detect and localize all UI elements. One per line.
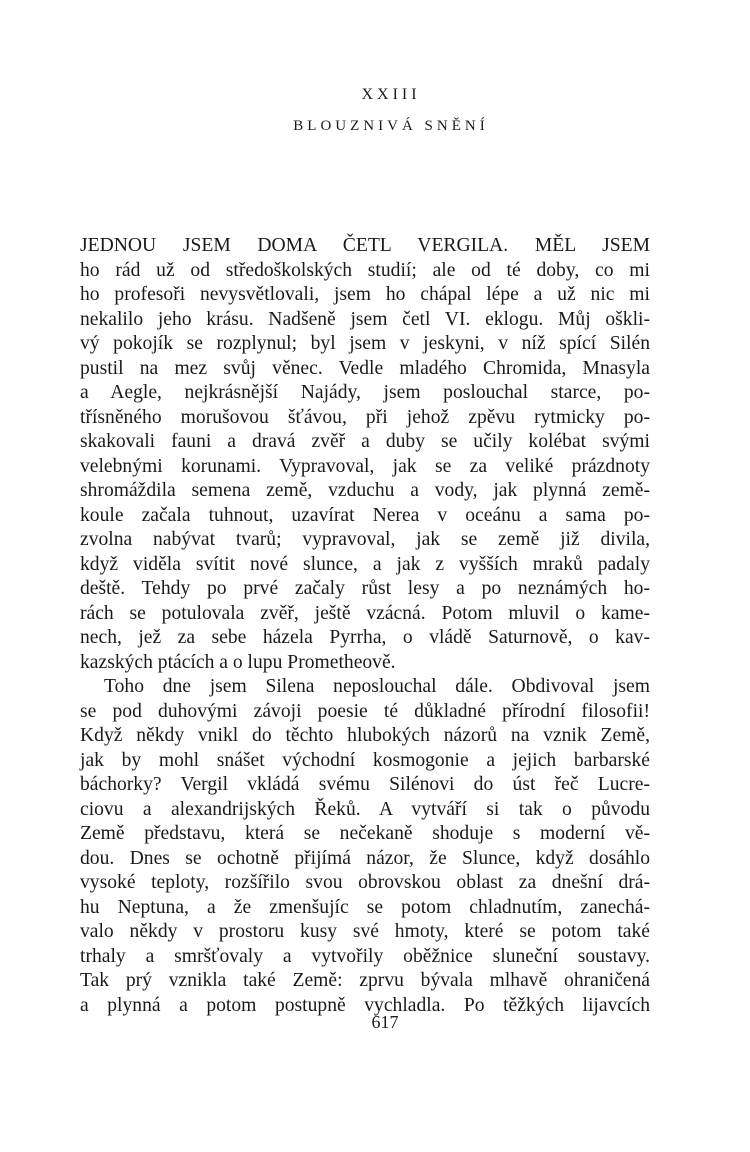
chapter-title: BLOUZNIVÁ SNĚNÍ — [293, 118, 489, 134]
text-line: deště. Tehdy po prvé začaly růst lesy a po neznámých ho- — [80, 578, 650, 599]
chapter-number: XXIII — [361, 86, 421, 103]
text-line: a plynná a potom postupně vychladla. Po těžkých lijavcích — [80, 994, 650, 1016]
text-line: trhaly a smršťovaly a vytvořily oběžnice sluneční soustavy. — [80, 945, 650, 967]
text-line: vý pokojík se rozplynul; byl jsem v jeskyni, v níž spící Silén — [80, 333, 650, 354]
page-number: 617 — [371, 1012, 399, 1032]
text-line: velebnými korunami. Vypravoval, jak se za veliké prázdnoty — [80, 455, 650, 477]
text-line: rách se potulovala zvěř, ještě vzácná. Potom mluvil o kame- — [80, 602, 650, 624]
text-line: skakovali fauni a dravá zvěř a duby se učily kolébat svými — [80, 431, 650, 452]
text-line: vysoké teploty, rozšířilo svou obrovskou oblast za dnešní drá- — [80, 872, 650, 893]
text-line: Když někdy vnikl do těchto hlubokých názorů na vznik Země, — [80, 725, 650, 746]
text-line: hu Neptuna, a že zmenšujíc se potom chladnutím, zanechá- — [80, 896, 650, 918]
text-line: nekalilo jeho krásu. Nadšeně jsem četl VI. eklogu. Můj oškli- — [80, 308, 650, 330]
text-line: nech, jež za sebe házela Pyrrha, o vládě Saturnově, o kav- — [80, 627, 650, 648]
text-line: kazských ptácích a o lupu Prometheově. — [80, 651, 396, 673]
text-line: báchorky? Vergil vkládá svému Silénovi do úst řeč Lucre- — [80, 774, 650, 795]
text-line: zvolna nabývat tvarů; vypravoval, jak se země již divila, — [80, 529, 650, 550]
text-line: pustil na mez svůj věnec. Vedle mladého Chromida, Mnasyla — [80, 357, 650, 379]
text-line: ho rád už od středoškolských studií; ale od té doby, co mi — [80, 259, 650, 281]
text-line: třísněného morušovou šťávou, při jehož zpěvu rytmicky po- — [80, 406, 650, 428]
text-line: Země představu, která se nečekaně shoduje s moderní vě- — [80, 823, 650, 844]
text-line: ho profesoři nevysvětlovali, jsem ho chápal lépe a už nic mi — [80, 284, 650, 305]
text-line: dou. Dnes se ochotně přijímá názor, že Slunce, když dosáhlo — [80, 847, 650, 869]
text-line: a Aegle, nejkrásnější Najády, jsem poslouchal starce, po- — [80, 382, 650, 403]
text-line: když viděla svítit nové slunce, a jak z vyšších mraků padaly — [80, 553, 650, 575]
text-line: koule začala tuhnout, uzavírat Nerea v oceánu a sama po- — [80, 504, 650, 526]
text-line: jak by mohl snášet východní kosmogonie a jejich barbarské — [80, 749, 650, 771]
body-text — [80, 234, 650, 1018]
text-line: se pod duhovými závoji poesie té důkladné přírodní filosofii! — [80, 700, 650, 722]
text-line: JEDNOU JSEM DOMA ČETL VERGILA. MĚL JSEM — [80, 235, 650, 256]
text-line: shromáždila semena země, vzduchu a vody, jak plynná země- — [80, 480, 650, 501]
text-line: Tak prý vznikla také Země: zprvu bývala mlhavě ohraničená — [80, 970, 650, 991]
text-line: Toho dne jsem Silena neposlouchal dále. Obdivoval jsem — [104, 676, 650, 697]
text-line: ciovu a alexandrijských Řeků. A vytváří si tak o původu — [80, 798, 650, 820]
text-line: valo někdy v prostoru kusy své hmoty, které se potom také — [80, 921, 650, 942]
